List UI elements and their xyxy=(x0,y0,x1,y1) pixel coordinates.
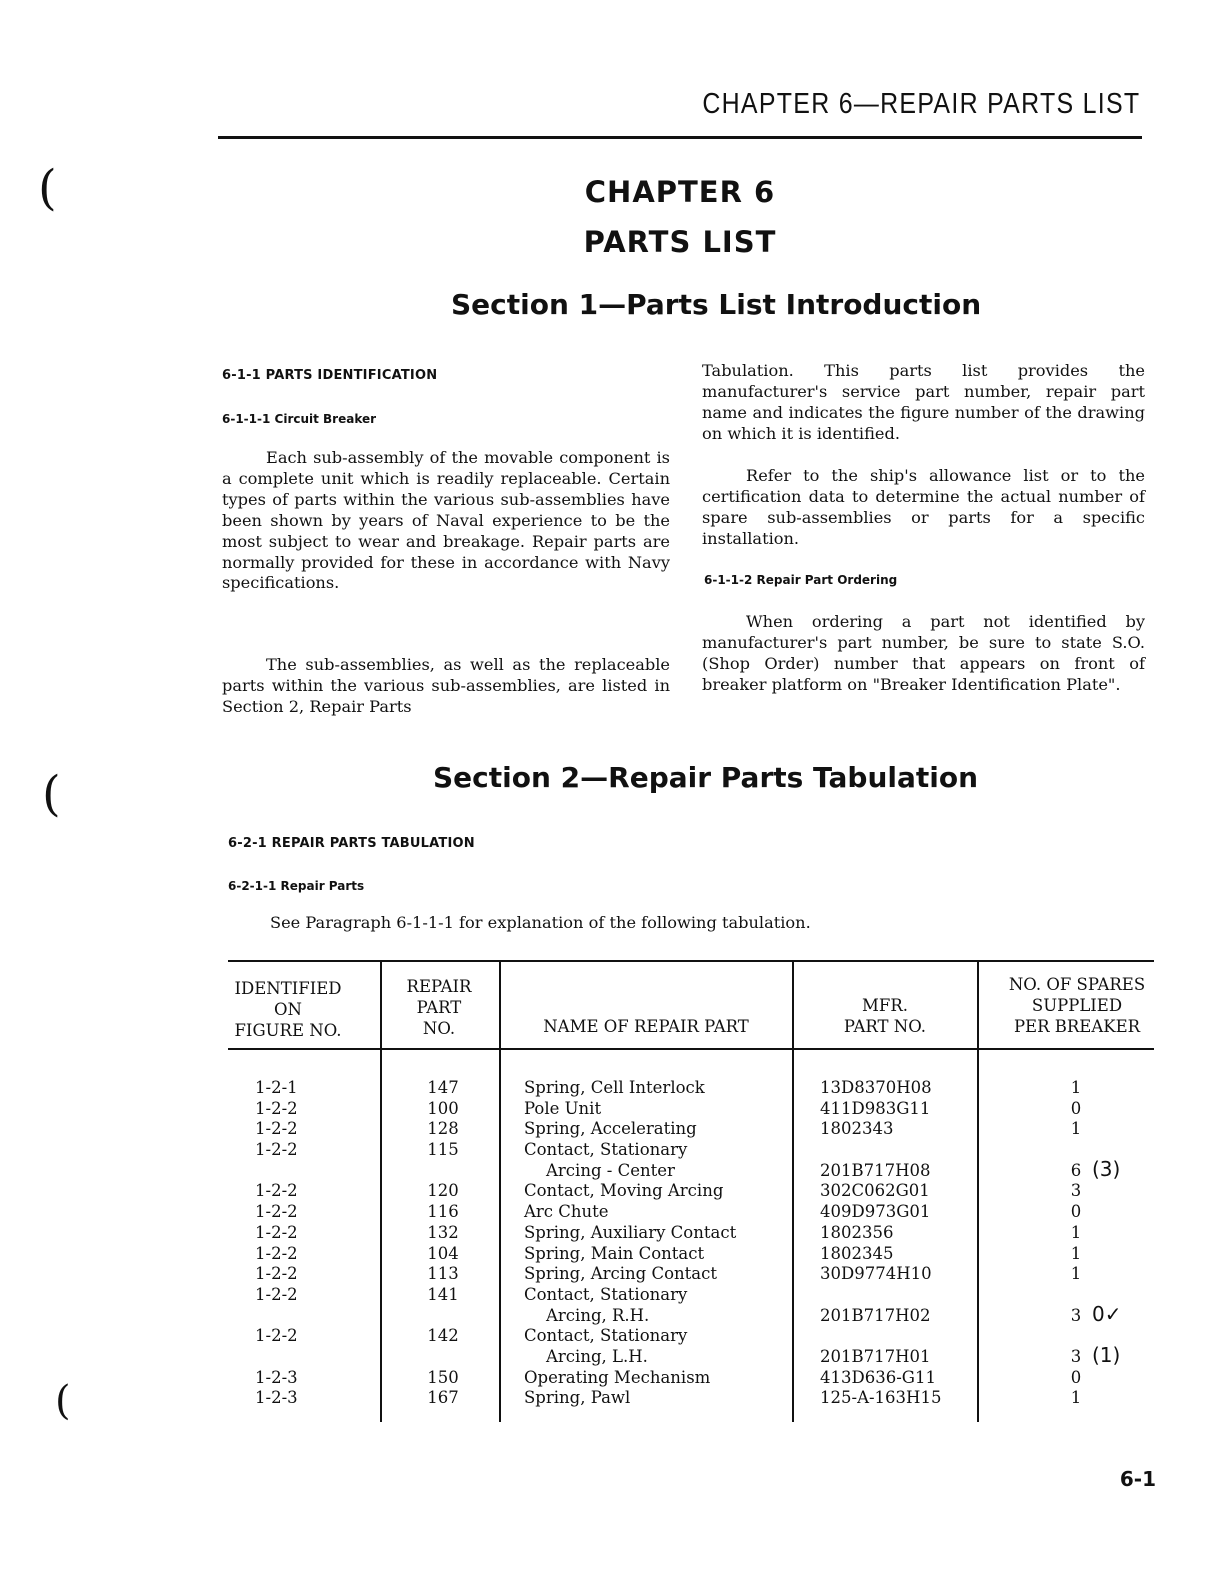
table-row xyxy=(228,1140,1158,1161)
cell-mfr-part: 1802343 xyxy=(820,1119,894,1139)
margin-punch-mark-bottom: ( xyxy=(55,1378,71,1424)
section-1-title: Section 1—Parts List Introduction xyxy=(451,288,982,321)
cell-repair-part: 128 xyxy=(427,1119,459,1139)
table-row xyxy=(228,1264,1158,1285)
cell-figure: 1-2-2 xyxy=(255,1243,298,1263)
cell-name: Arcing - Center xyxy=(546,1160,675,1180)
cell-spares: 3 xyxy=(1070,1181,1082,1201)
table-row xyxy=(228,1342,1158,1368)
column-header-name: NAME OF REPAIR PART xyxy=(543,1017,749,1036)
cell-figure: 1-2-2 xyxy=(255,1098,298,1118)
cell-repair-part: 141 xyxy=(427,1284,459,1304)
cell-mfr-part: 201B717H01 xyxy=(820,1346,931,1366)
cell-mfr-part: 1802345 xyxy=(820,1243,894,1263)
chapter-number: CHAPTER 6 xyxy=(584,175,776,209)
subheading-circuit-breaker: 6-1-1-1 Circuit Breaker xyxy=(222,412,377,426)
cell-spares: 3 xyxy=(1070,1305,1082,1325)
cell-repair-part: 100 xyxy=(427,1098,459,1118)
table-row xyxy=(228,1368,1158,1389)
table-row xyxy=(228,1244,1158,1265)
cell-mfr-part: 201B717H02 xyxy=(820,1305,931,1325)
parts-table-body xyxy=(228,1078,1158,1409)
page-number: 6-1 xyxy=(1119,1467,1156,1491)
running-head: CHAPTER 6—REPAIR PARTS LIST xyxy=(701,88,1140,120)
chapter-title: PARTS LIST xyxy=(583,225,777,259)
cell-name: Spring, Pawl xyxy=(524,1388,631,1408)
cell-figure: 1-2-3 xyxy=(255,1388,298,1408)
cell-name: Contact, Stationary xyxy=(524,1326,688,1346)
table-row xyxy=(228,1326,1158,1347)
handwritten-note: (3) xyxy=(1092,1156,1121,1181)
cell-spares: 0 xyxy=(1070,1098,1082,1118)
cell-figure: 1-2-2 xyxy=(255,1222,298,1242)
cell-repair-part: 115 xyxy=(427,1140,459,1160)
cell-mfr-part: 30D9774H10 xyxy=(820,1264,932,1284)
subheading-repair-part-ordering: 6-1-1-2 Repair Part Ordering xyxy=(704,573,898,587)
cell-repair-part: 120 xyxy=(427,1181,459,1201)
column-header-figure: IDENTIFIED ON FIGURE NO. xyxy=(234,979,342,1040)
cell-figure: 1-2-2 xyxy=(255,1284,298,1304)
table-row xyxy=(228,1099,1158,1120)
paragraph-heading-6-1-1: 6-1-1 PARTS IDENTIFICATION xyxy=(222,368,438,383)
paragraph-sub-assembly: Each sub-assembly of the movable component is a complete unit which is readily replaceable. Certain types of parts within the various sub-assemblies have been shown by years of Naval experience to be the most subject to wear and breakage. Repair parts are normally provided for these in accordance with Navy specifications. xyxy=(222,448,670,593)
cell-mfr-part: 1802356 xyxy=(820,1222,894,1242)
cell-repair-part: 150 xyxy=(427,1367,459,1387)
table-row xyxy=(228,1078,1158,1099)
paragraph-sub-assemblies-listed: The sub-assemblies, as well as the replaceable parts within the various sub-assemblies, are listed in Section 2, Repair Parts xyxy=(222,655,670,716)
cell-mfr-part: 411D983G11 xyxy=(820,1098,931,1118)
cell-spares: 1 xyxy=(1070,1264,1082,1284)
cell-mfr-part: 201B717H08 xyxy=(820,1160,931,1180)
cell-spares: 1 xyxy=(1070,1243,1082,1263)
table-row xyxy=(228,1285,1158,1306)
cell-mfr-part: 409D973G01 xyxy=(820,1202,931,1222)
cell-name: Spring, Main Contact xyxy=(524,1243,705,1263)
cell-name: Contact, Stationary xyxy=(524,1140,688,1160)
cell-figure: 1-2-1 xyxy=(255,1078,298,1097)
table-header-rule xyxy=(228,1048,1154,1050)
paragraph-ordering: When ordering a part not identified by manufacturer's part number, be sure to state S.O. (Shop Order) number that appears on front of breaker platform on "Breaker Identification Plate". xyxy=(702,612,1145,694)
cell-mfr-part: 302C062G01 xyxy=(820,1181,930,1201)
table-row xyxy=(228,1119,1158,1140)
paragraph-heading-6-2-1: 6-2-1 REPAIR PARTS TABULATION xyxy=(228,836,475,851)
cell-spares: 1 xyxy=(1070,1222,1082,1242)
cell-figure: 1-2-2 xyxy=(255,1140,298,1160)
cell-figure: 1-2-2 xyxy=(255,1202,298,1222)
column-header-repair-part: REPAIR PART NO. xyxy=(406,977,472,1038)
cell-name: Spring, Arcing Contact xyxy=(524,1264,717,1284)
cell-name: Spring, Auxiliary Contact xyxy=(524,1222,737,1242)
table-row xyxy=(228,1223,1158,1244)
cell-spares: 0 xyxy=(1070,1202,1082,1222)
cell-name: Pole Unit xyxy=(524,1098,602,1118)
cell-name: Arcing, R.H. xyxy=(546,1305,650,1325)
table-row xyxy=(228,1156,1158,1182)
handwritten-note: (1) xyxy=(1092,1342,1121,1367)
cell-spares: 3 xyxy=(1070,1346,1082,1366)
cell-mfr-part: 13D8370H08 xyxy=(820,1078,932,1097)
margin-punch-mark-middle: ( xyxy=(42,766,61,822)
cell-figure: 1-2-2 xyxy=(255,1181,298,1201)
cell-repair-part: 147 xyxy=(427,1078,459,1097)
cell-name: Spring, Accelerating xyxy=(524,1119,697,1139)
cell-figure: 1-2-2 xyxy=(255,1119,298,1139)
cell-figure: 1-2-2 xyxy=(255,1326,298,1346)
margin-punch-mark-top: ( xyxy=(38,160,57,216)
cell-repair-part: 167 xyxy=(427,1388,459,1408)
cell-name: Operating Mechanism xyxy=(524,1367,711,1387)
table-intro: See Paragraph 6-1-1-1 for explanation of the following tabulation. xyxy=(270,913,811,932)
cell-name: Contact, Stationary xyxy=(524,1284,688,1304)
cell-spares: 1 xyxy=(1070,1388,1082,1408)
cell-name: Arc Chute xyxy=(524,1202,609,1222)
table-top-rule xyxy=(228,960,1154,962)
cell-spares: 6 xyxy=(1070,1160,1082,1180)
table-row xyxy=(228,1301,1158,1327)
cell-mfr-part: 413D636-G11 xyxy=(820,1367,936,1387)
subheading-repair-parts: 6-2-1-1 Repair Parts xyxy=(228,879,365,893)
handwritten-note: 0✓ xyxy=(1092,1301,1122,1326)
cell-name: Spring, Cell Interlock xyxy=(524,1078,705,1097)
cell-repair-part: 113 xyxy=(427,1264,459,1284)
cell-spares: 1 xyxy=(1070,1078,1082,1097)
paragraph-tabulation: Tabulation. This parts list provides the manufacturer's service part number, repair part name and indicates the figure number of the drawing on which it is identified. xyxy=(702,361,1145,443)
cell-spares: 1 xyxy=(1070,1119,1082,1139)
cell-mfr-part: 125-A-163H15 xyxy=(820,1388,942,1408)
cell-name: Arcing, L.H. xyxy=(546,1346,648,1366)
table-row xyxy=(228,1181,1158,1202)
paragraph-allowance-list: Refer to the ship's allowance list or to the certification data to determine the actual number of spare sub-assemblies or parts for a specific installation. xyxy=(702,466,1145,548)
cell-figure: 1-2-2 xyxy=(255,1264,298,1284)
cell-name: Contact, Moving Arcing xyxy=(524,1181,724,1201)
cell-figure: 1-2-3 xyxy=(255,1367,298,1387)
section-2-title: Section 2—Repair Parts Tabulation xyxy=(433,761,979,794)
cell-repair-part: 132 xyxy=(427,1222,459,1242)
column-header-mfr: MFR. PART NO. xyxy=(843,996,927,1036)
cell-repair-part: 142 xyxy=(427,1326,459,1346)
header-rule xyxy=(218,136,1142,139)
cell-spares: 0 xyxy=(1070,1367,1082,1387)
table-row xyxy=(228,1202,1158,1223)
table-row xyxy=(228,1388,1158,1409)
column-header-spares: NO. OF SPARES SUPPLIED PER BREAKER xyxy=(1008,975,1146,1036)
cell-repair-part: 104 xyxy=(427,1243,459,1263)
cell-repair-part: 116 xyxy=(427,1202,459,1222)
